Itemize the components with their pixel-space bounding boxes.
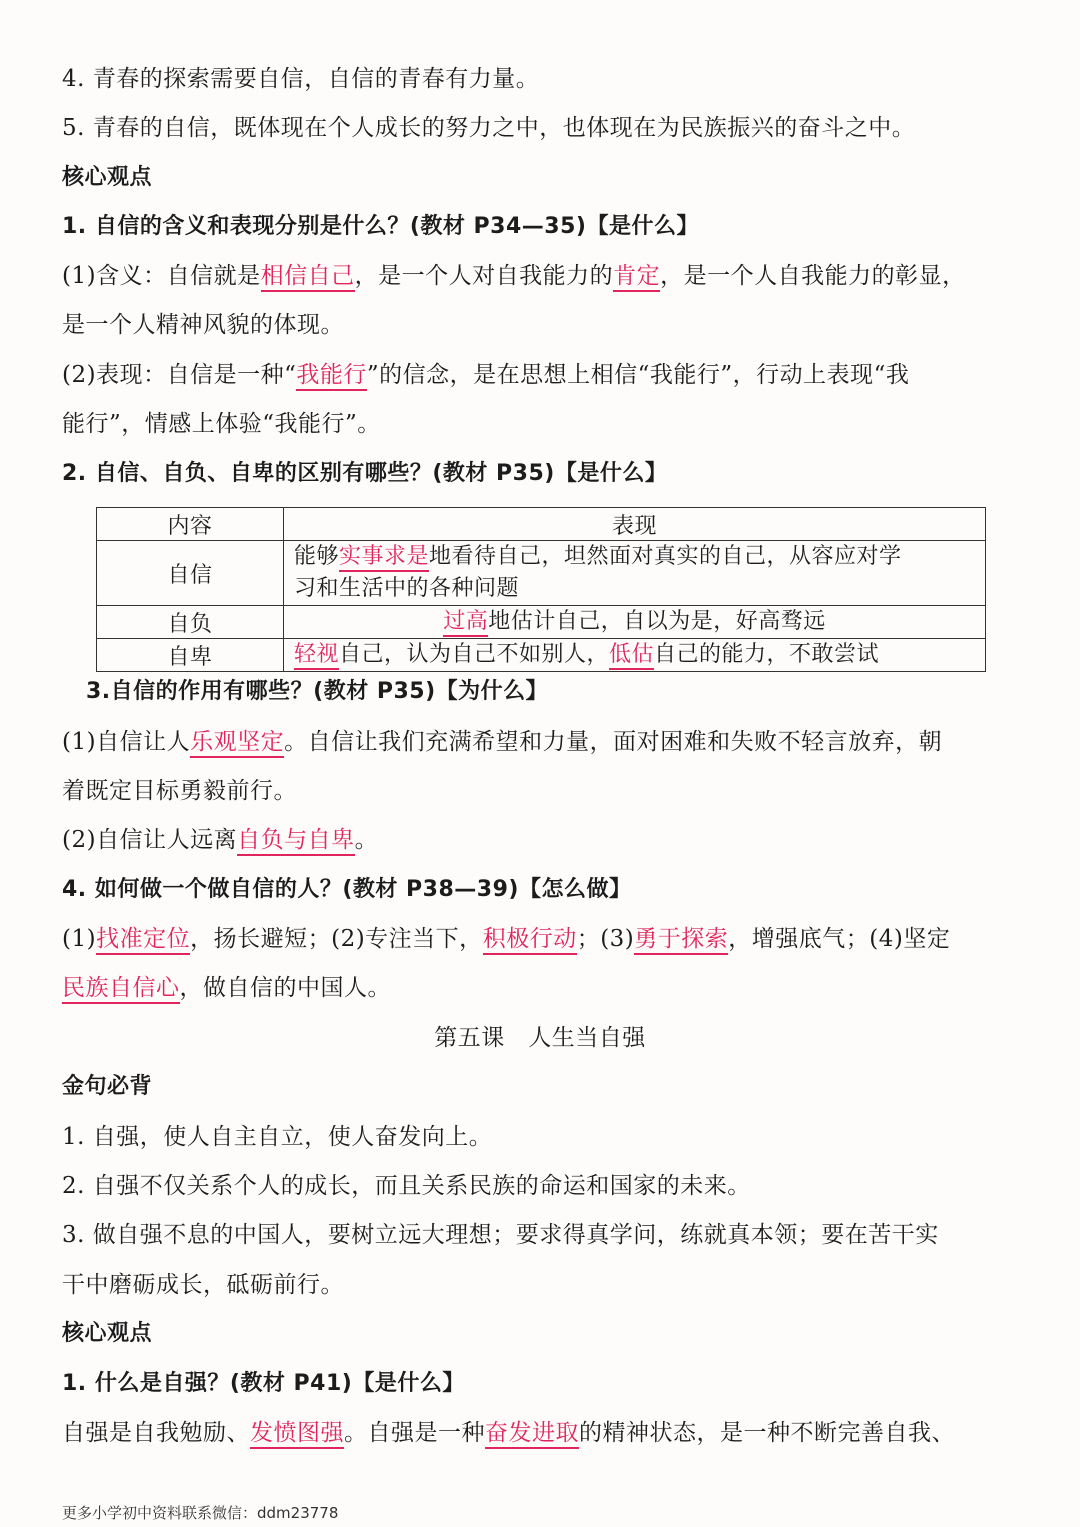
section-heading: 核心观点 <box>62 1321 153 1346</box>
highlight-term: 奋发进取 <box>485 1420 579 1449</box>
text-line <box>62 727 1020 757</box>
section-heading: 金句必背 <box>62 1074 153 1099</box>
text-line: 能行”，情感上体验“我能行”。 <box>62 411 381 437</box>
table-cell <box>284 639 986 672</box>
text-segment: 能够 <box>294 544 340 569</box>
text-line: 5. 青春的自信，既体现在个人成长的努力之中，也体现在为民族振兴的奋斗之中。 <box>62 115 916 141</box>
highlight-term: 积极行动 <box>483 926 577 955</box>
highlight-term: 我能行 <box>296 362 367 391</box>
text-line <box>62 973 1020 1003</box>
question-heading: 1. 什么是自强？(教材 P41)【是什么】 <box>62 1371 465 1396</box>
text-line: 干中磨砺成长，砥砺前行。 <box>62 1272 344 1298</box>
text-segment: (1)自信让人 <box>62 729 191 755</box>
text-line: 着既定目标勇毅前行。 <box>62 778 297 804</box>
text-line: 3. 做自强不息的中国人，要树立远大理想；要求得真学问，练就真本领；要在苦干实 <box>62 1222 939 1248</box>
text-segment: ，是一个人自我能力的彰显， <box>660 263 966 289</box>
table-cell-label: 自信 <box>97 541 284 606</box>
text-line: 2. 自强不仅关系个人的成长，而且关系民族的命运和国家的未来。 <box>62 1173 751 1199</box>
text-segment: 自强是自我勉励、 <box>62 1420 250 1446</box>
highlight-term: 找准定位 <box>96 926 190 955</box>
highlight-term: 乐观坚定 <box>190 729 284 758</box>
table-row <box>97 639 986 672</box>
text-segment: ，增强底气；(4)坚定 <box>728 926 951 952</box>
text-line <box>62 924 1020 954</box>
question-heading: 2. 自信、自负、自卑的区别有哪些？(教材 P35)【是什么】 <box>62 461 668 486</box>
question-heading: 1. 自信的含义和表现分别是什么？(教材 P34—35)【是什么】 <box>62 214 699 239</box>
highlight-term: 过高 <box>443 609 488 637</box>
text-segment: 。自信让我们充满希望和力量，面对困难和失败不轻言放弃，朝 <box>284 729 943 755</box>
text-segment: (1)含义：自信就是 <box>62 263 261 289</box>
highlight-term: 发愤图强 <box>250 1420 344 1449</box>
highlight-term: 轻视 <box>294 642 339 670</box>
text-segment: (1) <box>62 926 97 952</box>
highlight-term: 低估 <box>609 642 654 670</box>
text-segment: ”的信念，是在思想上相信“我能行”，行动上表现“我 <box>366 362 910 388</box>
table-header-cell: 内容 <box>97 508 284 541</box>
comparison-table <box>96 507 986 672</box>
text-segment: (2)表现：自信是一种“ <box>62 362 297 388</box>
footer-note: 更多小学初中资料联系微信：ddm23778 <box>62 1504 339 1522</box>
table-header-cell: 表现 <box>284 508 986 541</box>
table-row <box>97 541 986 606</box>
text-segment: 的精神状态，是一种不断完善自我、 <box>579 1420 955 1446</box>
question-heading: 3.自信的作用有哪些？(教材 P35)【为什么】 <box>86 679 549 704</box>
text-segment: 自己，认为自己不如别人， <box>339 642 610 667</box>
text-segment: 习和生活中的各种问题 <box>294 576 520 601</box>
section-heading: 核心观点 <box>62 165 153 190</box>
text-segment: ，是一个人对自我能力的 <box>354 263 614 289</box>
lesson-title: 第五课 人生当自强 <box>434 1025 646 1051</box>
text-segment: 。自强是一种 <box>344 1420 485 1446</box>
text-line: 1. 自强，使人自主自立，使人奋发向上。 <box>62 1124 493 1150</box>
highlight-term: 自负与自卑 <box>237 827 355 856</box>
text-line <box>62 1418 1020 1448</box>
highlight-term: 勇于探索 <box>634 926 728 955</box>
text-line <box>62 825 1020 855</box>
text-segment: (2)自信让人远离 <box>62 827 238 853</box>
highlight-term: 肯定 <box>613 263 660 292</box>
text-line <box>62 360 1020 390</box>
text-line <box>62 261 1020 291</box>
table-cell <box>284 606 986 639</box>
text-segment: ，扬长避短；(2)专注当下， <box>190 926 483 952</box>
table-header-row <box>97 508 986 541</box>
text-line: 4. 青春的探索需要自信，自信的青春有力量。 <box>62 66 540 92</box>
text-segment: 地看待自己，坦然面对真实的自己，从容应对学 <box>429 544 902 569</box>
highlight-term: 相信自己 <box>261 263 355 292</box>
text-segment: 自己的能力，不敢尝试 <box>654 642 880 667</box>
table-row <box>97 606 986 639</box>
highlight-term: 民族自信心 <box>62 975 180 1004</box>
question-heading: 4. 如何做一个做自信的人？(教材 P38—39)【怎么做】 <box>62 877 632 902</box>
text-segment: 。 <box>354 827 379 853</box>
table-cell-label: 自负 <box>97 606 284 639</box>
text-segment: ；(3) <box>576 926 635 952</box>
text-segment: ，做自信的中国人。 <box>179 975 391 1001</box>
text-segment: 地估计自己，自以为是，好高骛远 <box>488 609 826 634</box>
table-cell <box>284 541 986 606</box>
table-cell-label: 自卑 <box>97 639 284 672</box>
text-line: 是一个人精神风貌的体现。 <box>62 312 344 338</box>
highlight-term: 实事求是 <box>339 544 429 572</box>
